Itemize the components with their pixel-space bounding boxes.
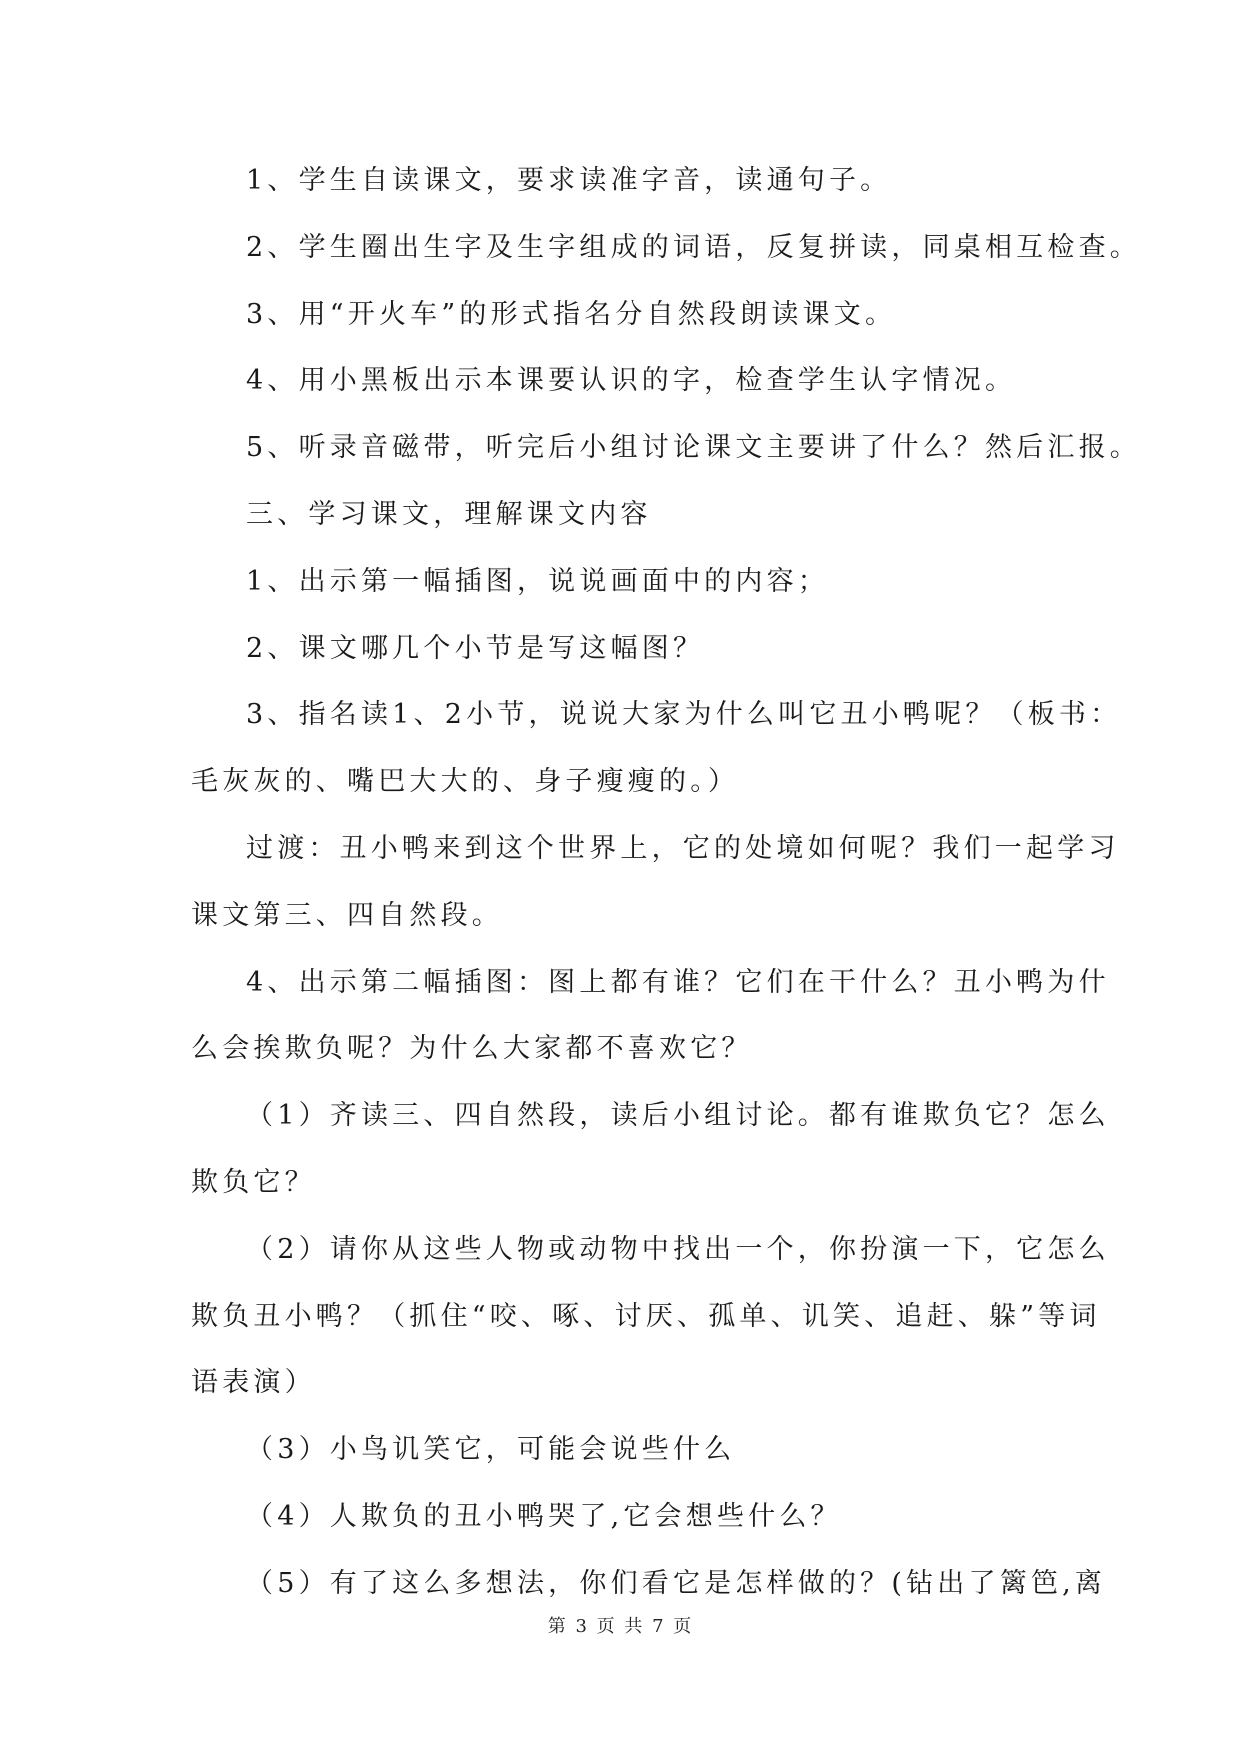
text-line: 4、用小黑板出示本课要认识的字，检查学生认字情况。 bbox=[246, 365, 1017, 396]
text-line: 么会挨欺负呢？为什么大家都不喜欢它？ bbox=[191, 1033, 753, 1064]
text-line: 3、用“开火车”的形式指名分自然段朗读课文。 bbox=[246, 299, 897, 330]
text-line: 4、出示第二幅插图：图上都有谁？它们在干什么？丑小鸭为什 bbox=[246, 967, 1110, 998]
page-number-footer: 第 3 页 共 7 页 bbox=[547, 1616, 694, 1637]
text-line: 毛灰灰的、嘴巴大大的、身子瘦瘦的。） bbox=[191, 766, 740, 797]
text-line: 3、指名读1、2小节，说说大家为什么叫它丑小鸭呢？（板书： bbox=[246, 699, 1122, 730]
text-line: 2、课文哪几个小节是写这幅图？ bbox=[246, 633, 705, 664]
text-line: 2、学生圈出生字及生字组成的词语，反复拼读，同桌相互检查。 bbox=[246, 232, 1141, 263]
text-line: （2）请你从这些人物或动物中找出一个，你扮演一下，它怎么 bbox=[246, 1234, 1110, 1265]
text-line: （3）小鸟讥笑它，可能会说些什么 bbox=[246, 1434, 736, 1465]
text-line: 1、出示第一幅插图，说说画面中的内容； bbox=[246, 566, 829, 597]
text-line: 课文第三、四自然段。 bbox=[191, 900, 503, 931]
text-line: （1）齐读三、四自然段，读后小组讨论。都有谁欺负它？怎么 bbox=[246, 1100, 1110, 1131]
text-line: 过渡：丑小鸭来到这个世界上，它的处境如何呢？我们一起学习 bbox=[246, 833, 1120, 864]
text-line: 5、听录音磁带，听完后小组讨论课文主要讲了什么？然后汇报。 bbox=[246, 432, 1141, 463]
text-line: （5）有了这么多想法，你们看它是怎样做的？(钻出了篱笆,离 bbox=[246, 1568, 1107, 1599]
text-line: （4）人欺负的丑小鸭哭了,它会想些什么？ bbox=[246, 1501, 842, 1532]
text-line: 欺负丑小鸭？（抓住“咬、啄、讨厌、孤单、讥笑、追赶、躲”等词 bbox=[191, 1301, 1101, 1332]
text-line: 语表演） bbox=[191, 1367, 316, 1398]
text-line: 1、学生自读课文，要求读准字音，读通句子。 bbox=[246, 165, 892, 196]
text-line: 欺负它？ bbox=[191, 1167, 316, 1198]
section-heading: 三、学习课文，理解课文内容 bbox=[246, 499, 652, 530]
